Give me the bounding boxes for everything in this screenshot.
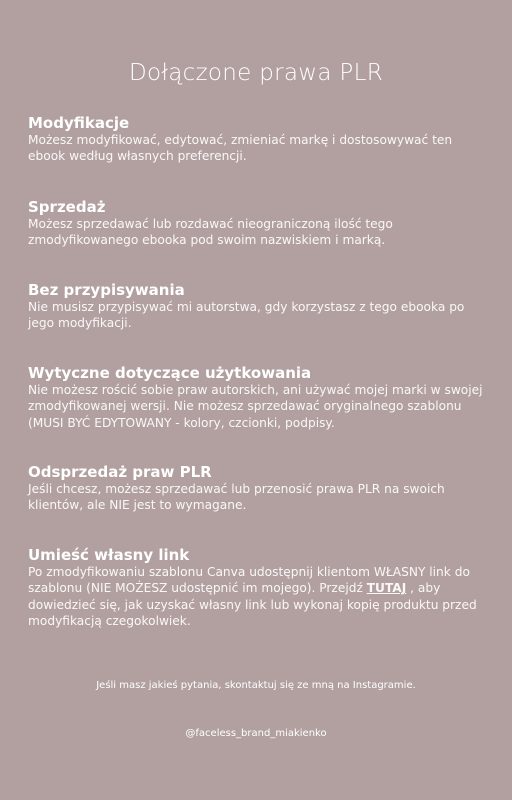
- section-heading: Modyfikacje: [28, 114, 130, 132]
- here-link[interactable]: TUTAJ: [366, 581, 407, 596]
- section-no-attribution: [28, 281, 490, 332]
- section-body: Jeśli chcesz, możesz sprzedawać lub przenosić prawa PLR na swoich klientów, ale NIE jest to wymagane.: [28, 482, 445, 513]
- section-body-text: Po zmodyfikowaniu szablonu Canva udostępnij klientom WŁASNY link do szablonu (NIE MOŻESZ udostępnić im mojego). Przejdź: [28, 565, 470, 596]
- section-body: Nie musisz przypisywać mi autorstwa, gdy korzystasz z tego ebooka po jego modyfikacji.: [28, 300, 465, 331]
- section-modification: [28, 114, 490, 165]
- contact-note: Jeśli masz jakieś pytania, skontaktuj się ze mną na Instagramie.: [96, 680, 416, 691]
- section-usage-guidelines: [28, 364, 490, 431]
- section-heading: Bez przypisywania: [28, 281, 185, 299]
- section-body: Możesz modyfikować, edytować, zmieniać markę i dostosowywać ten ebook według własnych preferencji.: [28, 133, 453, 164]
- section-body-text: , aby dowiedzieć się, jak uzyskać własny link lub wykonaj kopię produktu przed modyfikacją czegokolwiek.: [28, 581, 477, 628]
- instagram-handle[interactable]: @faceless_brand_miakienko: [185, 728, 327, 739]
- section-heading: Wytyczne dotyczące użytkowania: [28, 364, 312, 382]
- section-body: [28, 564, 490, 629]
- page-title: Dołączone prawa PLR: [129, 60, 383, 86]
- section-body: Nie możesz rościć sobie praw autorskich, ani używać mojej marki w swojej zmodyfikowanej wersji. Nie możesz sprzedawać oryginalnego szablonu (MUSI BYĆ EDYTOWANY - kolory, czcionki, podpisy.: [28, 383, 483, 430]
- section-sale: [28, 198, 490, 249]
- section-own-link: [28, 546, 490, 629]
- section-heading: Umieść własny link: [28, 546, 190, 564]
- section-heading: Odsprzedaż praw PLR: [28, 463, 212, 481]
- section-heading: Sprzedaż: [28, 198, 106, 216]
- section-body: Możesz sprzedawać lub rozdawać nieograniczoną ilość tego zmodyfikowanego ebooka pod swoim nazwiskiem i marką.: [28, 217, 393, 248]
- section-plr-resale: [28, 463, 490, 514]
